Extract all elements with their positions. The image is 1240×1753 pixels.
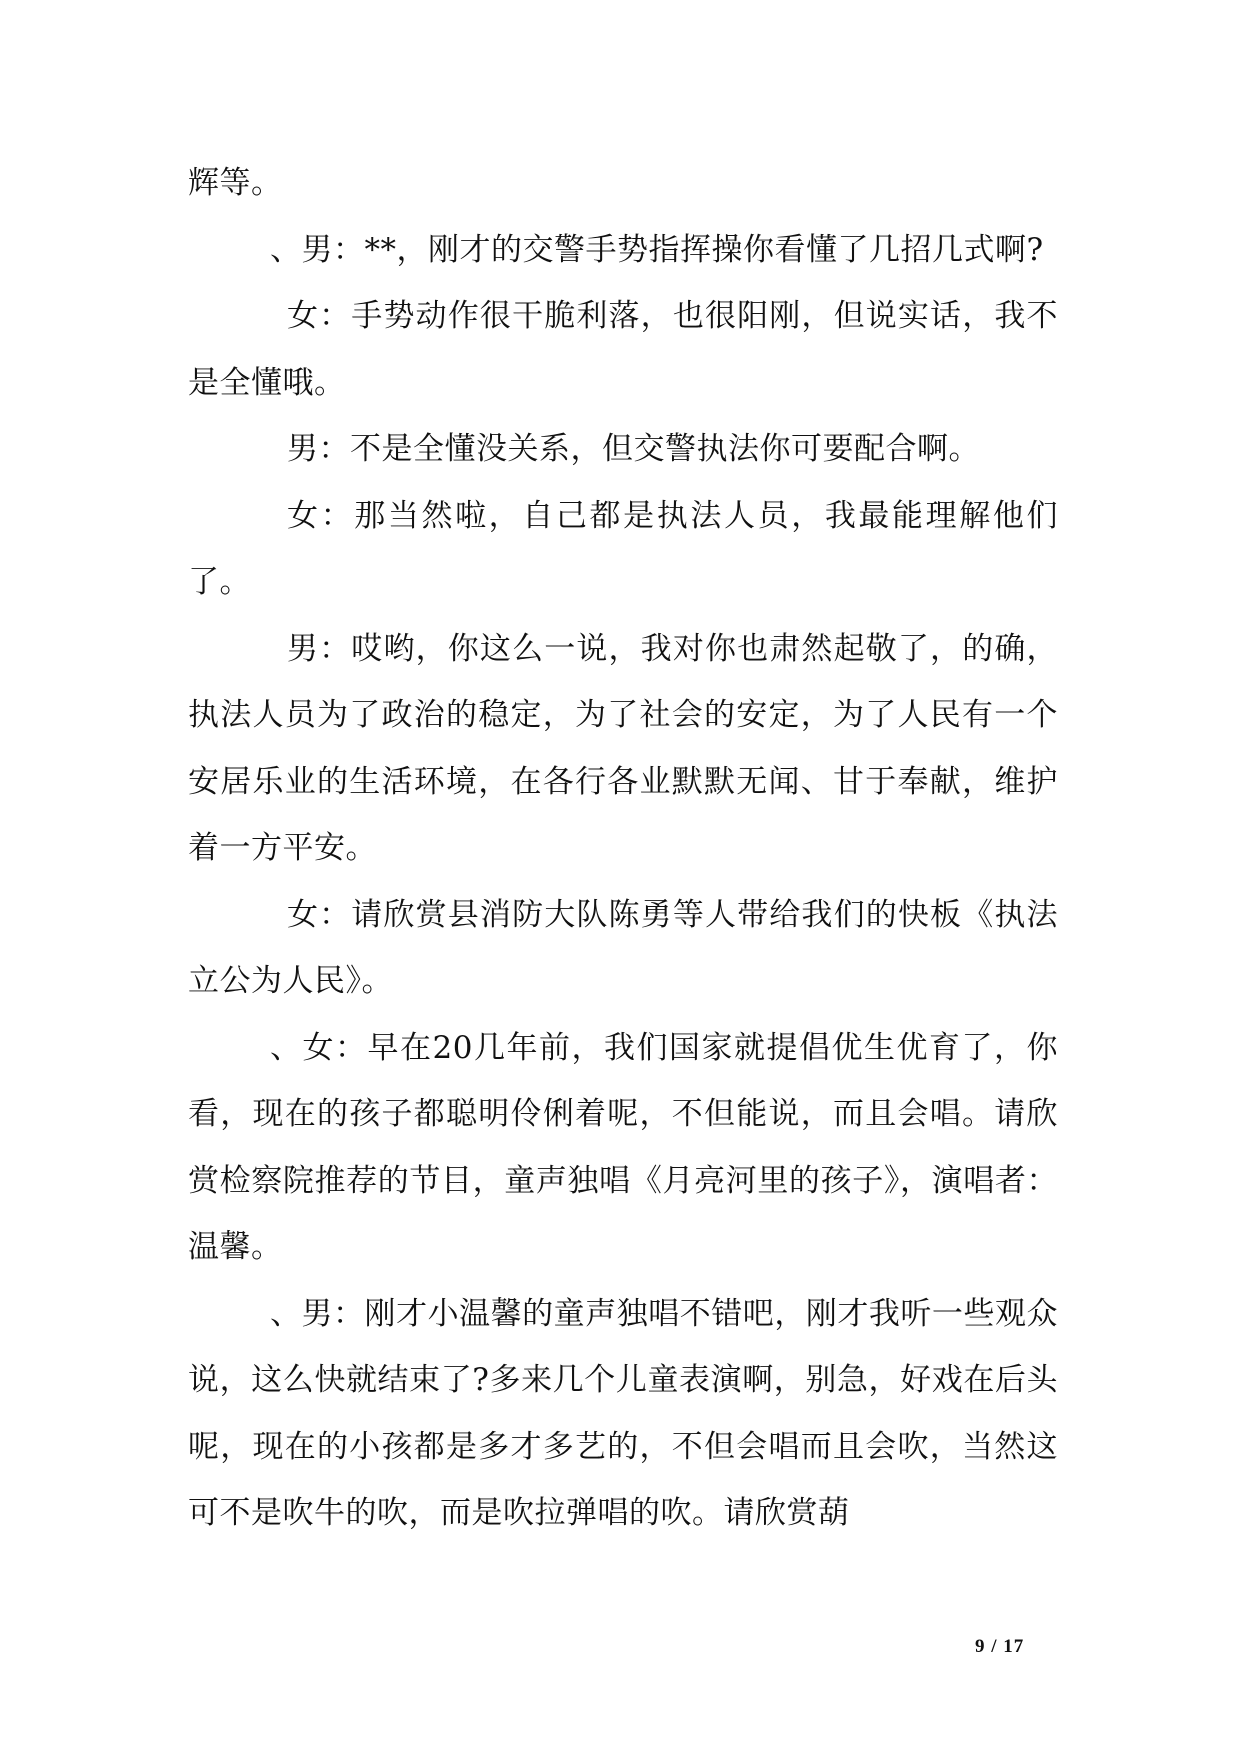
page-number: 9 / 17 — [975, 1636, 1025, 1657]
document-body — [188, 150, 1058, 1547]
paragraph-2: 、男：**，刚才的交警手势指挥操你看懂了几招几式啊? — [270, 231, 1044, 268]
paragraph-1: 辉等。 — [188, 165, 283, 201]
paragraph-7: 女：请欣赏县消防大队陈勇等人带给我们的快板《执法立公为人民》。 — [188, 896, 1058, 999]
paragraph-6: 男：哎哟，你这么一说，我对你也肃然起敬了，的确，执法人员为了政治的稳定，为了社会的安定，为了人民有一个安居乐业的生活环境，在各行各业默默无闻、甘于奉献，维护着一方平安。 — [188, 630, 1058, 866]
paragraph-8: 、女：早在20几年前，我们国家就提倡优生优育了，你看，现在的孩子都聪明伶俐着呢，不但能说，而且会唱。请欣赏检察院推荐的节目，童声独唱《月亮河里的孩子》，演唱者：温馨。 — [188, 1029, 1058, 1265]
paragraph-9: 、男：刚才小温馨的童声独唱不错吧，刚才我听一些观众说，这么快就结束了?多来几个儿童表演啊，别急，好戏在后头呢，现在的小孩都是多才多艺的，不但会唱而且会吹，当然这可不是吹牛的吹，而是吹拉弹唱的吹。请欣赏葫 — [188, 1295, 1058, 1531]
paragraph-5: 女：那当然啦，自己都是执法人员，我最能理解他们了。 — [188, 497, 1058, 600]
paragraph-4: 男：不是全懂没关系，但交警执法你可要配合啊。 — [287, 431, 980, 467]
paragraph-3: 女：手势动作很干脆利落，也很阳刚，但说实话，我不是全懂哦。 — [188, 298, 1058, 401]
